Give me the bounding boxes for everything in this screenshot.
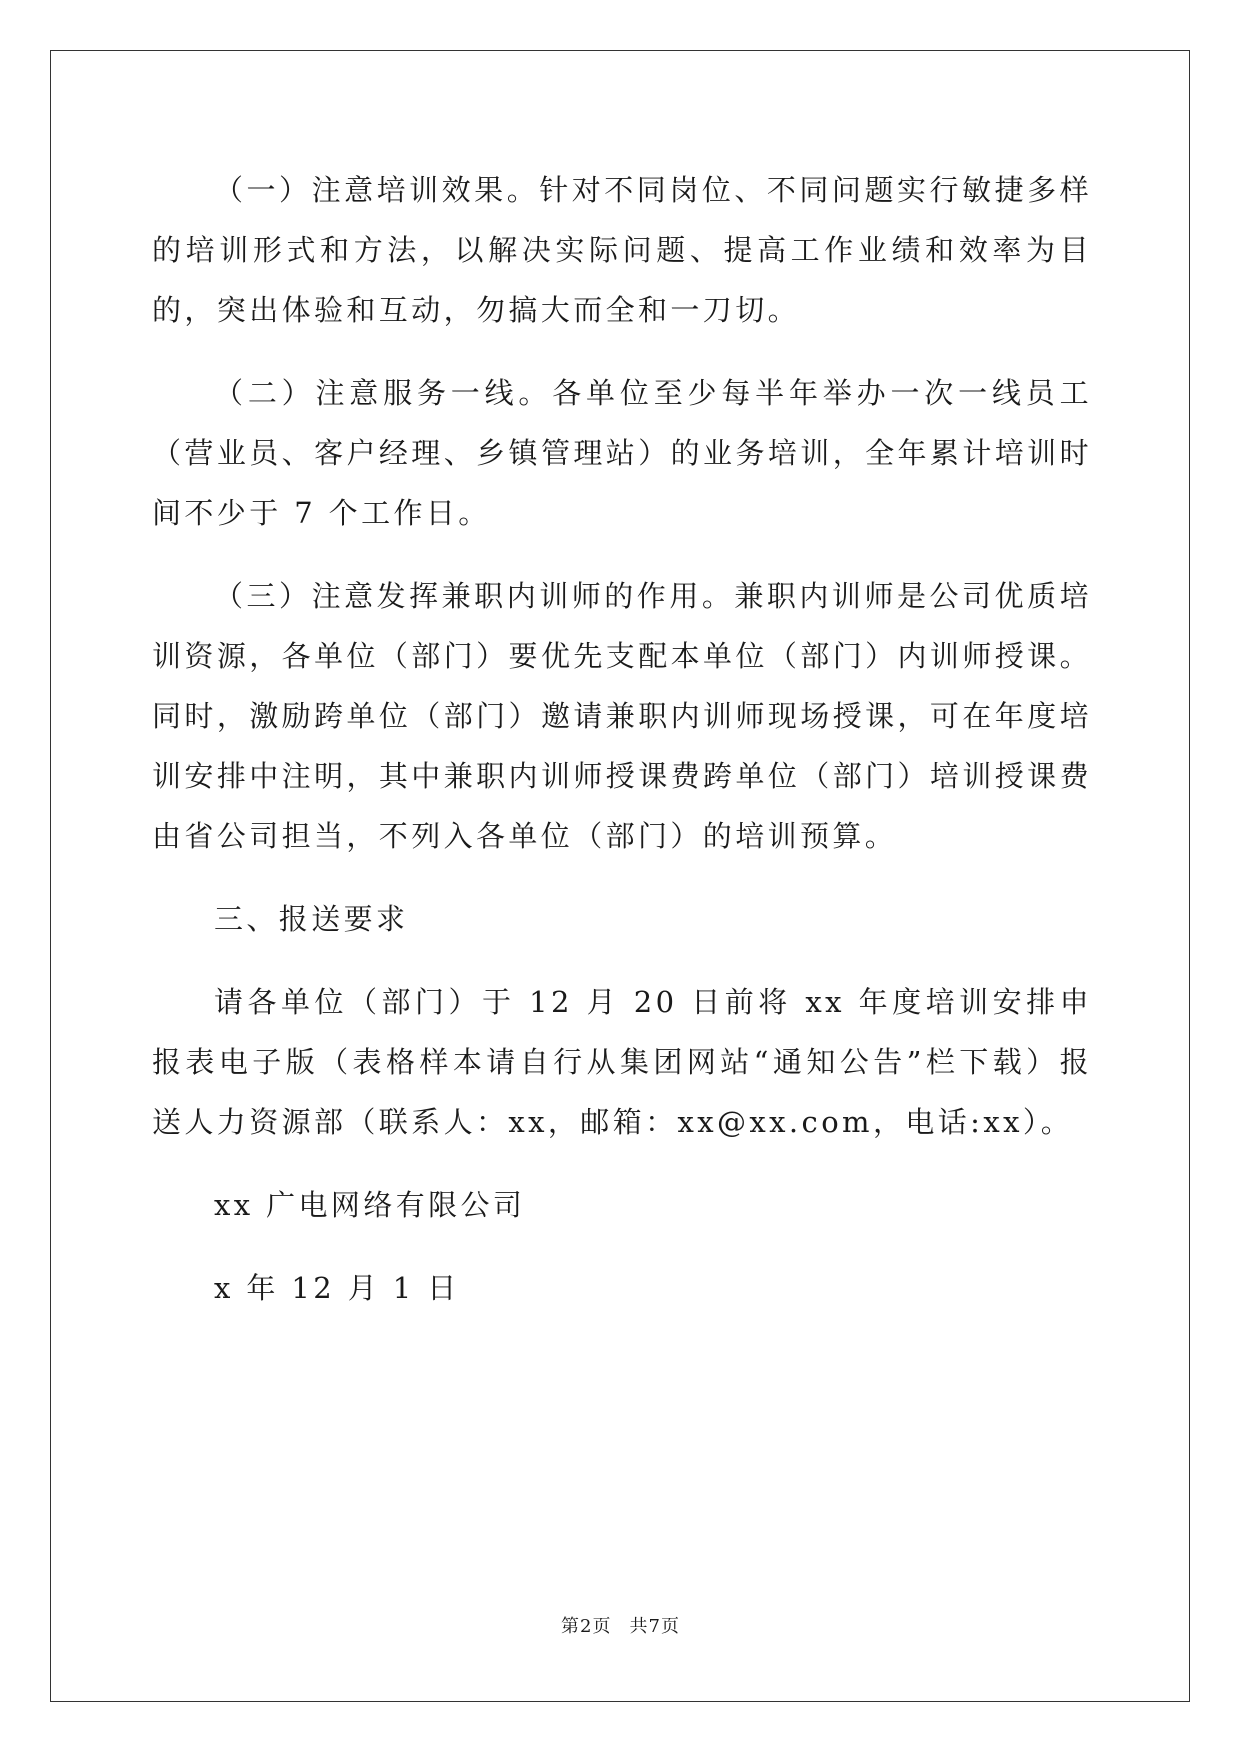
- page-footer: [0, 1612, 1241, 1638]
- paragraph-frontline-service: （二）注意服务一线。各单位至少每半年举办一次一线员工（营业员、客户经理、乡镇管理站）的业务培训，全年累计培训时间不少于 7 个工作日。: [152, 376, 1092, 530]
- signature-date: x 年 12 月 1 日: [214, 1271, 460, 1305]
- section-heading-submission: 三、报送要求: [214, 902, 409, 936]
- paragraph-training-effect: （一）注意培训效果。针对不同岗位、不同问题实行敏捷多样的培训形式和方法，以解决实际问题、提高工作业绩和效率为目的，突出体验和互动，勿搞大而全和一刀切。: [152, 173, 1092, 327]
- paragraph-submission-details: 请各单位（部门）于 12 月 20 日前将 xx 年度培训安排申报表电子版（表格样本请自行从集团网站“通知公告”栏下载）报送人力资源部（联系人：xx，邮箱：xx@xx.com，电话:xx）。: [152, 985, 1092, 1139]
- document-body: [152, 160, 1092, 1341]
- page-number-total: 共7页: [629, 1616, 680, 1637]
- page-number-current: 第2页: [561, 1616, 612, 1637]
- paragraph-part-time-trainers: （三）注意发挥兼职内训师的作用。兼职内训师是公司优质培训资源，各单位（部门）要优先支配本单位（部门）内训师授课。同时，激励跨单位（部门）邀请兼职内训师现场授课，可在年度培训安排中注明，其中兼职内训师授课费跨单位（部门）培训授课费由省公司担当，不列入各单位（部门）的培训预算。: [152, 579, 1092, 853]
- signature-company: xx 广电网络有限公司: [214, 1188, 526, 1222]
